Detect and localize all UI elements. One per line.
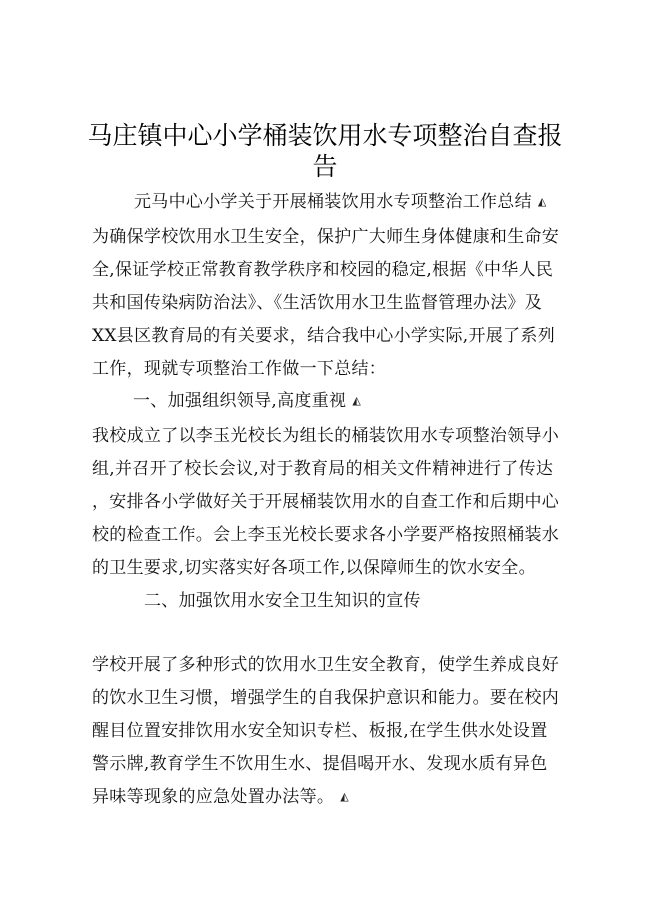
paragraph-mark-icon: ◭ — [352, 394, 362, 407]
body-line: 学校开展了多种形式的饮用水卫生安全教育，使学生养成良好 — [92, 655, 560, 675]
closing-line-text: 异味等现象的应急处置办法等。 — [92, 787, 335, 807]
closing-line — [92, 785, 349, 809]
body-line: 工作，现就专项整治工作做一下总结： — [92, 359, 387, 379]
body-line: 为确保学校饮用水卫生安全，保护广大师生身体健康和生命安 — [92, 227, 560, 247]
body-line: 校的检查工作。会上李玉光校长要求各小学要严格按照桶装水 — [92, 525, 560, 545]
document-title-line-1: 马庄镇中心小学桶装饮用水专项整治自查报 — [87, 121, 563, 150]
body-line: 的卫生要求,切实落实好各项工作,以保障师生的饮水安全。 — [92, 558, 536, 578]
summary-heading-line — [134, 190, 547, 214]
body-line: 的饮水卫生习惯，增强学生的自我保护意识和能力。要在校内 — [92, 688, 560, 708]
paragraph-mark-icon: ◭ — [537, 195, 547, 208]
paragraph-mark-icon: ◭ — [340, 790, 349, 803]
section-heading-1 — [133, 389, 361, 413]
body-line: 全,保证学校正常教育教学秩序和校园的稳定,根据《中华人民 — [92, 260, 554, 280]
body-line: ，安排各小学做好关于开展桶装饮用水的自查工作和后期中心 — [92, 492, 560, 512]
body-line: 共和国传染病防治法》、《生活饮用水卫生监督管理办法》及 — [92, 293, 543, 313]
document-title-line-2: 告 — [312, 152, 338, 181]
summary-heading-text: 元马中心小学关于开展桶装饮用水专项整治工作总结 — [134, 192, 532, 212]
body-line: 醒目位置安排饮用水安全知识专栏、板报,在学生供水处设置 — [92, 721, 548, 741]
section-heading-2: 二、加强饮用水安全卫生知识的宣传 — [144, 591, 421, 611]
body-line: XX县区教育局的有关要求，结合我中心小学实际,开展了系列 — [92, 326, 556, 346]
section-heading-1-text: 一、加强组织领导,高度重视 — [133, 391, 347, 411]
body-line: 组,并召开了校长会议,对于教育局的相关文件精神进行了传达 — [92, 459, 554, 479]
body-line: 我校成立了以李玉光校长为组长的桶装饮用水专项整治领导小 — [92, 426, 560, 446]
body-line: 警示牌,教育学生不饮用生水、提倡喝开水、发现水质有异色 — [92, 754, 548, 774]
